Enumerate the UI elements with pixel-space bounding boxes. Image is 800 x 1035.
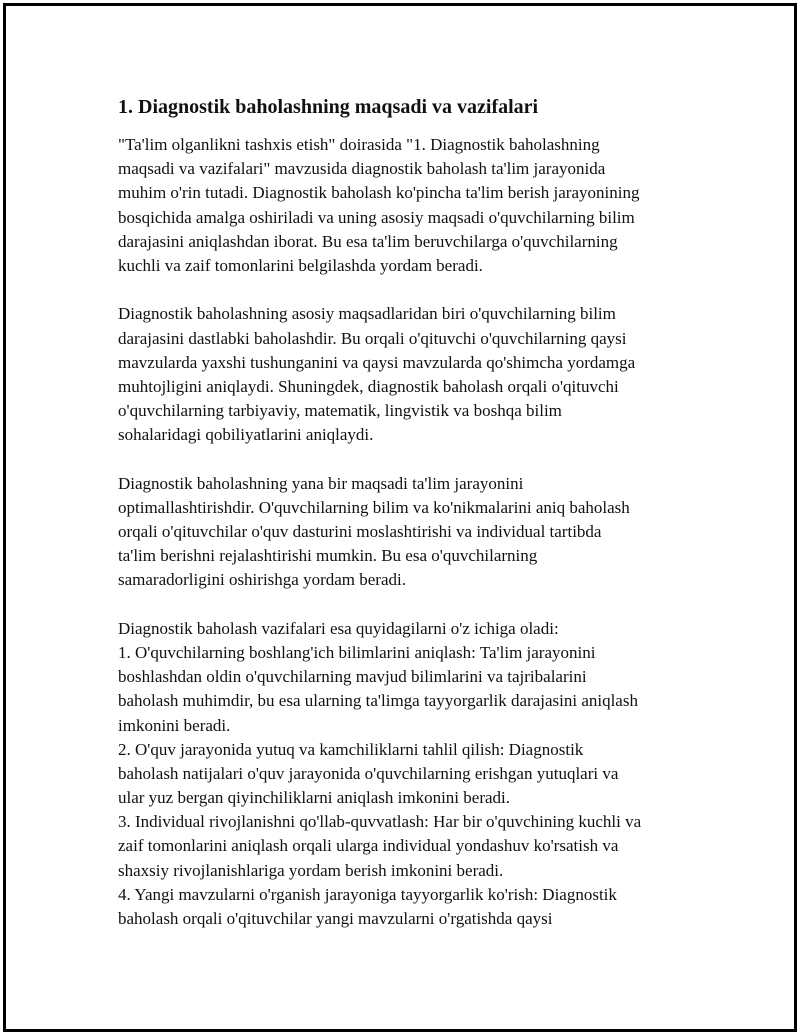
- text-line: bosqichida amalga oshiriladi va uning asosiy maqsadi o'quvchilarning bilim: [118, 207, 635, 227]
- paragraph: [118, 302, 718, 447]
- text-line: ta'lim berishni rejalashtirishi mumkin. Bu esa o'quvchilarning: [118, 546, 538, 566]
- text-line: o'quvchilarning tarbiyaviy, matematik, lingvistik va boshqa bilim: [118, 401, 562, 421]
- text-line: Diagnostik baholashning yana bir maqsadi ta'lim jarayonini: [118, 473, 524, 493]
- paragraph: [118, 617, 718, 931]
- text-line: ular yuz bergan qiyinchiliklarni aniqlash imkonini beradi.: [118, 788, 511, 808]
- text-line: muhtojligini aniqlaydi. Shuningdek, diagnostik baholash orqali o'qituvchi: [118, 376, 619, 396]
- document-body: [118, 133, 718, 931]
- text-line: mavzularda yaxshi tushunganini va qaysi mavzularda qo'shimcha yordamga: [118, 352, 636, 372]
- document-heading: 1. Diagnostik baholashning maqsadi va vazifalari: [118, 96, 539, 118]
- text-line: optimallashtirishdir. O'quvchilarning bilim va ko'nikmalarini aniq baholash: [118, 497, 630, 517]
- text-line: 2. O'quv jarayonida yutuq va kamchiliklarni tahlil qilish: Diagnostik: [118, 739, 584, 759]
- text-line: "Ta'lim olganlikni tashxis etish" doirasida "1. Diagnostik baholashning: [118, 135, 600, 154]
- paragraph: [118, 472, 718, 593]
- text-line: baholash muhimdir, bu esa ularning ta'limga tayyorgarlik darajasini aniqlash: [118, 691, 638, 711]
- text-line: muhim o'rin tutadi. Diagnostik baholash ko'pincha ta'lim berish jarayonining: [118, 183, 640, 203]
- text-line: 1. O'quvchilarning boshlang'ich bilimlarini aniqlash: Ta'lim jarayonini: [118, 642, 596, 662]
- text-line: kuchli va zaif tomonlarini belgilashda yordam beradi.: [118, 255, 483, 275]
- paragraph: [118, 133, 718, 278]
- text-line: 3. Individual rivojlanishni qo'llab-quvvatlash: Har bir o'quvchining kuchli va: [118, 812, 642, 832]
- text-line: 4. Yangi mavzularni o'rganish jarayoniga tayyorgarlik ko'rish: Diagnostik: [118, 884, 617, 904]
- text-line: baholash orqali o'qituvchilar yangi mavzularni o'rgatishda qaysi: [118, 909, 553, 928]
- text-line: shaxsiy rivojlanishlariga yordam berish imkonini beradi.: [118, 860, 504, 880]
- text-line: samaradorligini oshirishga yordam beradi.: [118, 570, 406, 590]
- text-line: darajasini dastlabki baholashdir. Bu orqali o'qituvchi o'quvchilarning qaysi: [118, 328, 627, 348]
- text-line: Diagnostik baholash vazifalari esa quyidagilarni o'z ichiga oladi:: [118, 618, 559, 638]
- text-line: zaif tomonlarini aniqlash orqali ularga individual yondashuv ko'rsatish va: [118, 836, 619, 856]
- text-line: imkonini beradi.: [118, 715, 231, 735]
- text-line: maqsadi va vazifalari" mavzusida diagnostik baholash ta'lim jarayonida: [118, 159, 606, 179]
- text-line: orqali o'qituvchilar o'quv dasturini moslashtirishi va individual tartibda: [118, 522, 602, 541]
- text-line: Diagnostik baholashning asosiy maqsadlaridan biri o'quvchilarning bilim: [118, 304, 616, 324]
- text-line: darajasini aniqlashdan iborat. Bu esa ta'lim beruvchilarga o'quvchilarning: [118, 231, 618, 251]
- text-line: baholash natijalari o'quv jarayonida o'quvchilarning erishgan yutuqlari va: [118, 763, 619, 783]
- text-line: boshlashdan oldin o'quvchilarning mavjud bilimlarini va tajribalarini: [118, 667, 587, 687]
- text-line: sohalaridagi qobiliyatlarini aniqlaydi.: [118, 425, 374, 445]
